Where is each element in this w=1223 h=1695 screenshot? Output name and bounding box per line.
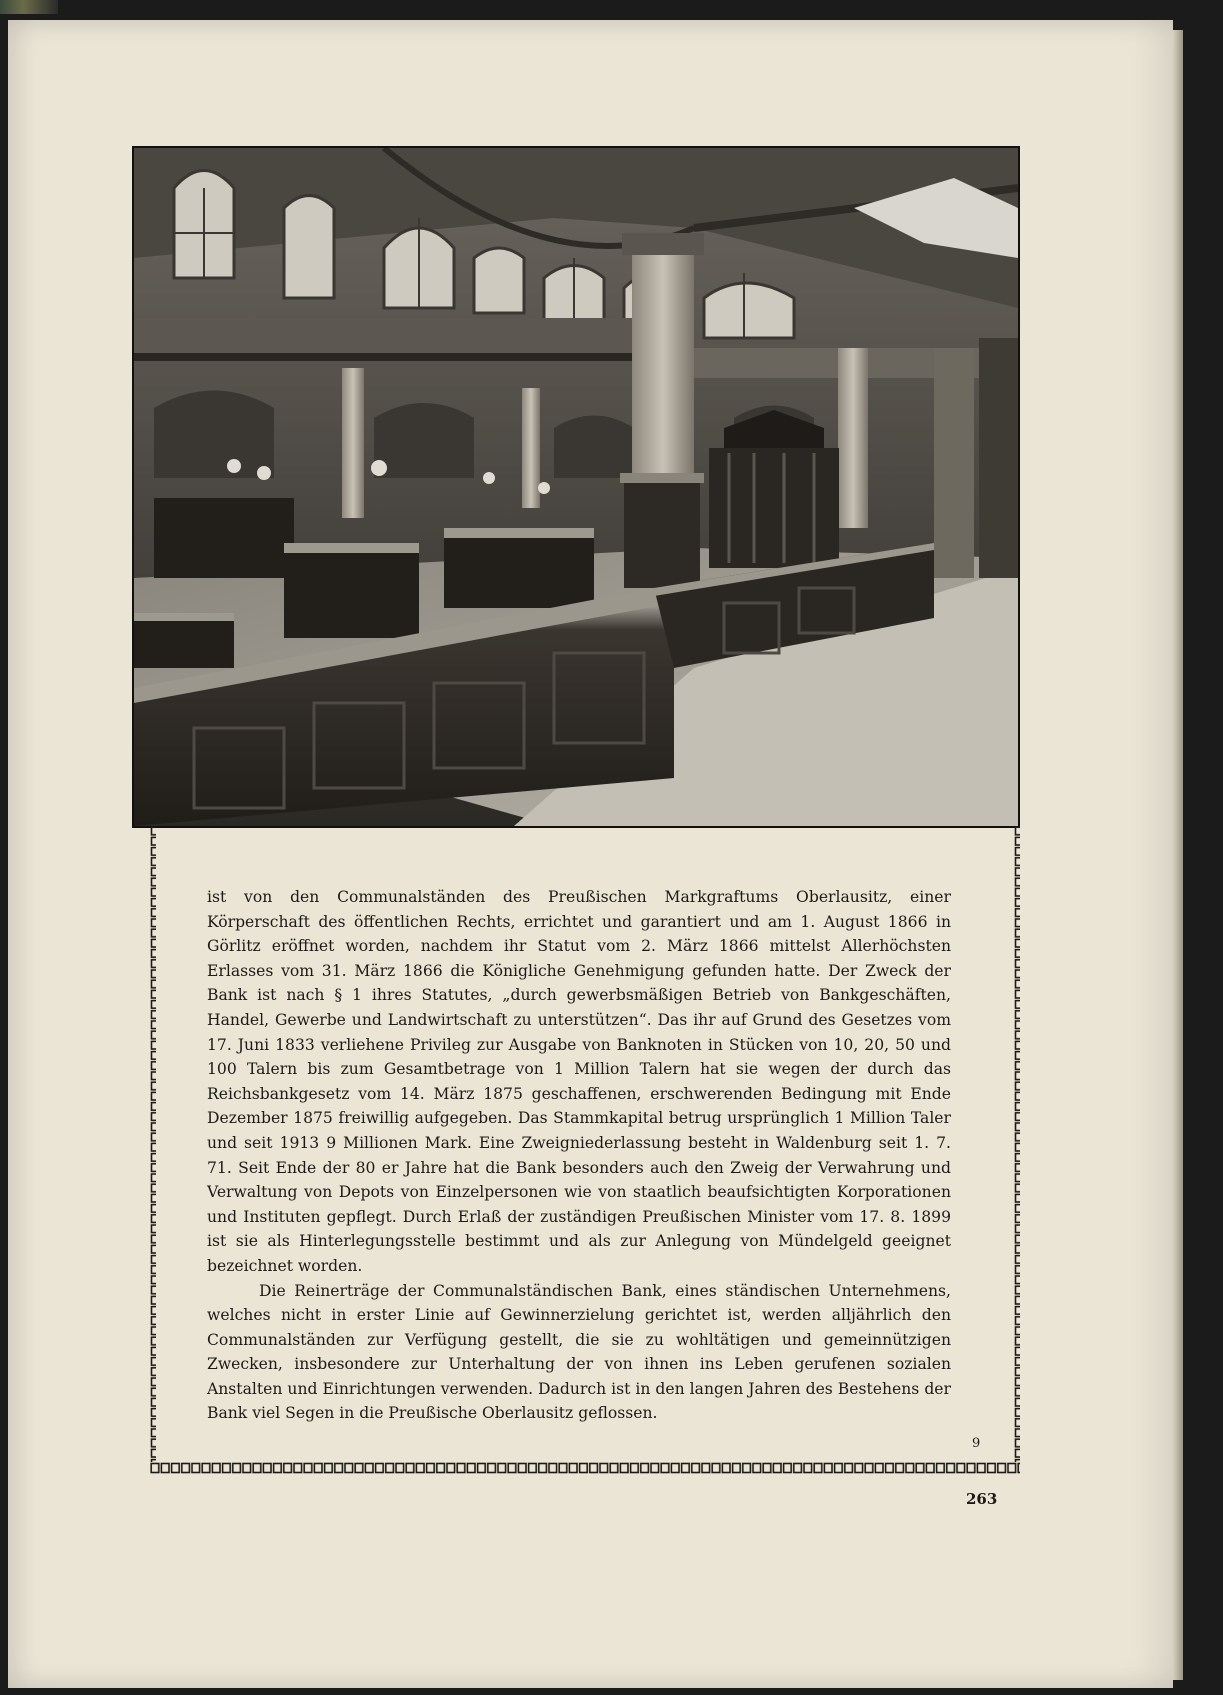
paragraph-2: Die Reinerträge der Communalständischen Bank, eines ständischen Unternehmens, welches nicht in erster Linie auf Gewinnerzielung gerichtet ist, werden alljährlich den Communalständen zur Verfügung gestellt, die sie zu wohltätigen und gemeinnützigen Zwecken, insbesondere zur Unterhaltung der von ihnen ins Leben gerufenen sozialen Anstalten und Einrichtungen verwenden. Dadurch ist in den langen Jahren des Bestehens der Bank viel Segen in die Preußische Oberlausitz geflossen. [207, 1281, 951, 1423]
banking-hall-image [134, 148, 1018, 826]
paragraph-1: ist von den Communalständen des Preußischen Markgraftums Oberlausitz, einer Körperschaft des öffentlichen Rechts, errichtet und garantiert und am 1. August 1866 in Görlitz eröffnet worden, nachdem ihr Statut vom 2. März 1866 mittelst Allerhöchsten Erlasses vom 31. März 1866 die Königliche Genehmigung gefunden hatte. Der Zweck der Bank ist nach § 1 ihres Statutes, „durch gewerbsmäßigen Betrieb von Bankgeschäften, Handel, Gewerbe und Landwirtschaft zu unterstützen“. Das ihr auf Grund des Gesetzes vom 17. Juni 1833 verliehene Privileg zur Ausgabe von Banknoten in Stücken von 10, 20, 50 und 100 Talern bis zum Gesamtbetrage von 1 Million Talern hat sie wegen der durch das Reichsbankgesetz vom 14. März 1875 geschaffenen, erschwerenden Bedingung mit Ende Dezember 1875 freiwillig aufgegeben. Das Stammkapital betrug ursprünglich 1 Million Taler und seit 1913 9 Millionen Mark. Eine Zweigniederlassung besteht in Waldenburg seit 1. 7. 71. Seit Ende der 80 er Jahre hat die Bank besonders auch den Zweig der Verwahrung und Verwaltung von Depots von Einzelpersonen wie von staatlich beaufsichtigten Korporationen und Instituten gepflegt. Durch Erlaß der zuständigen Preußischen Minister vom 17. 8. 1899 ist sie als Hinterlegungsstelle bestimmt und als zur Anlegung von Mündelgeld geeignet bezeichnet worden. [207, 888, 951, 1275]
banking-hall-photograph [132, 146, 1020, 828]
book-spine-edge [0, 0, 58, 14]
page-number: 263 [966, 1490, 998, 1508]
page-edge [1173, 30, 1183, 1680]
inner-page-number: 9 [972, 1436, 981, 1451]
main-text [207, 885, 951, 1426]
